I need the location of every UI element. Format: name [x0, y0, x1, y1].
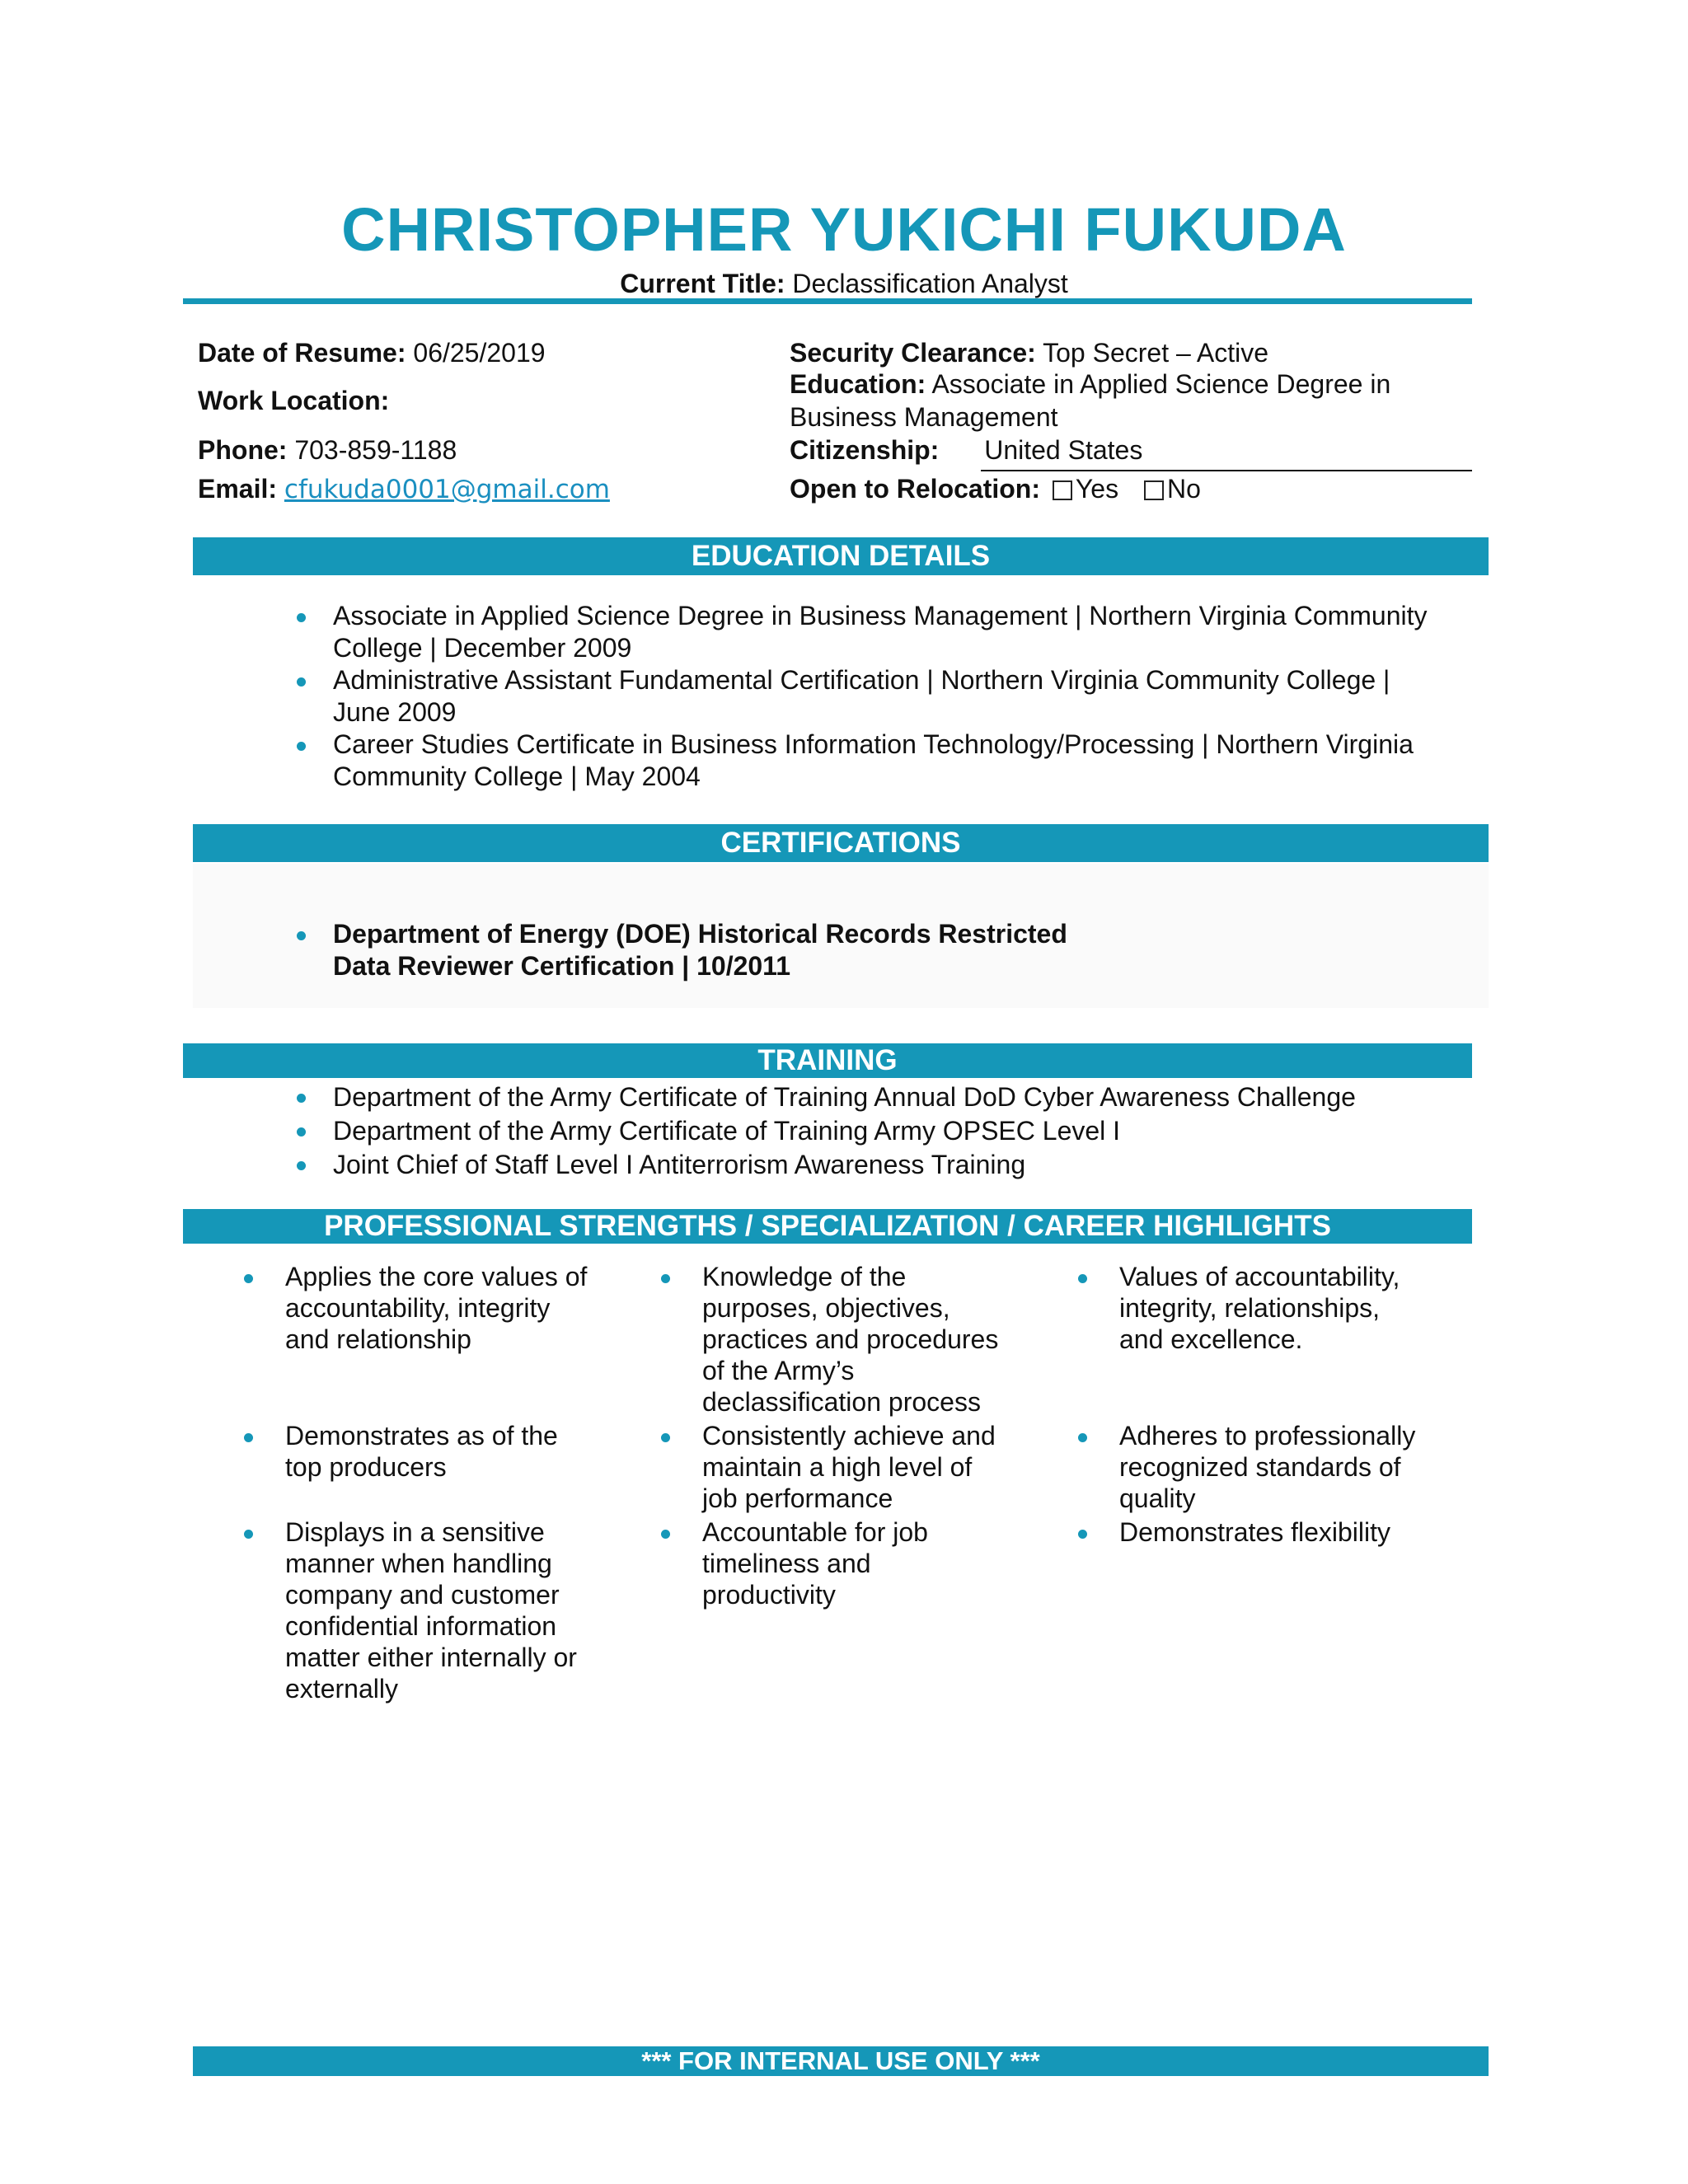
list-item	[1070, 1261, 1449, 1420]
training-heading: TRAINING	[183, 1043, 1472, 1078]
current-title-label: Current Title:	[620, 269, 785, 298]
education-item-line: Administrative Assistant Fundamental Certification | Northern Virginia Community College |	[333, 665, 1390, 695]
education-item-line: June 2009	[333, 697, 457, 727]
list-item: Department of the Army Certificate of Training Army OPSEC Level I	[231, 1114, 1517, 1148]
strength-line: job performance	[702, 1483, 893, 1513]
strength-line: integrity, relationships,	[1119, 1293, 1380, 1323]
strength-line: Displays in a sensitive	[285, 1517, 545, 1547]
date-label: Date of Resume:	[198, 338, 406, 368]
education-heading: EDUCATION DETAILS	[193, 537, 1489, 575]
security-clearance	[790, 336, 1268, 369]
list-item: Department of the Army Certificate of Training Annual DoD Cyber Awareness Challenge	[231, 1080, 1517, 1114]
strengths-column-2	[653, 1261, 1032, 1610]
education-item-line: Community College | May 2004	[333, 762, 701, 791]
relocation-label: Open to Relocation:	[790, 474, 1040, 504]
strength-line: recognized standards of	[1119, 1452, 1401, 1482]
education-summary	[790, 368, 1482, 434]
list-item	[236, 1516, 615, 1704]
phone	[198, 434, 457, 466]
list-item	[231, 664, 1517, 729]
strength-line: timeliness and	[702, 1549, 871, 1578]
relocation-no-checkbox[interactable]	[1144, 480, 1164, 500]
list-item	[236, 1420, 615, 1516]
strength-line: and relationship	[285, 1324, 471, 1354]
strength-line: practices and procedures	[702, 1324, 999, 1354]
certification-item-line: Data Reviewer Certification | 10/2011	[333, 951, 790, 981]
list-item	[231, 918, 1467, 982]
list-item	[653, 1420, 1032, 1516]
list-item	[1070, 1420, 1449, 1516]
strength-line: Adheres to professionally	[1119, 1421, 1416, 1451]
education-item-line: Career Studies Certificate in Business Information Technology/Processing | Northern Virginia	[333, 729, 1414, 759]
list-item	[231, 600, 1517, 664]
strength-line: matter either internally or	[285, 1643, 577, 1672]
strength-line: company and customer	[285, 1580, 560, 1610]
strength-line: of the Army’s	[702, 1356, 855, 1385]
strength-line: productivity	[702, 1580, 836, 1610]
list-item: Joint Chief of Staff Level I Antiterrorism Awareness Training	[231, 1148, 1517, 1182]
strength-line: Demonstrates flexibility	[1119, 1517, 1390, 1547]
list-item	[231, 729, 1517, 793]
list-item	[236, 1261, 615, 1420]
clearance-label: Security Clearance:	[790, 338, 1036, 368]
open-to-relocation	[790, 472, 1201, 505]
strength-line: Knowledge of the	[702, 1262, 907, 1291]
strength-line: and excellence.	[1119, 1324, 1303, 1354]
citizenship-value: United States	[984, 435, 1143, 465]
clearance-value: Top Secret – Active	[1043, 338, 1269, 368]
list-item	[653, 1516, 1032, 1610]
strength-line: accountability, integrity	[285, 1293, 551, 1323]
strength-line: top producers	[285, 1452, 447, 1482]
footer-banner: *** FOR INTERNAL USE ONLY ***	[193, 2046, 1489, 2076]
header-rule	[183, 298, 1472, 304]
education-label: Education:	[790, 369, 926, 399]
strengths-column-1	[236, 1261, 615, 1704]
relocation-yes-label: Yes	[1075, 474, 1119, 504]
work-location	[198, 384, 389, 417]
strength-line: Demonstrates as of the	[285, 1421, 558, 1451]
strength-line: quality	[1119, 1483, 1196, 1513]
phone-value: 703-859-1188	[294, 435, 457, 465]
current-title-value: Declassification Analyst	[792, 269, 1068, 298]
email	[198, 472, 610, 506]
phone-label: Phone:	[198, 435, 288, 465]
education-item-line: Associate in Applied Science Degree in Business Management | Northern Virginia Community	[333, 601, 1428, 630]
list-item	[1070, 1516, 1449, 1548]
strengths-column-3	[1070, 1261, 1449, 1548]
strength-line: purposes, objectives,	[702, 1293, 950, 1323]
citizenship-underline	[981, 470, 1472, 471]
work-location-label: Work Location:	[198, 386, 390, 415]
email-link[interactable]: cfukuda0001@gmail.com	[284, 475, 610, 504]
relocation-yes-checkbox[interactable]	[1053, 480, 1072, 500]
candidate-name: CHRISTOPHER YUKICHI FUKUDA	[341, 195, 1347, 264]
strength-line: Accountable for job	[702, 1517, 928, 1547]
education-item-line: College | December 2009	[333, 633, 632, 663]
education-value-line2: Business Management	[790, 402, 1058, 432]
strength-line: Applies the core values of	[285, 1262, 588, 1291]
certifications-list	[231, 918, 1467, 982]
strength-line: declassification process	[702, 1387, 981, 1417]
education-list	[231, 600, 1517, 793]
certifications-heading: CERTIFICATIONS	[193, 824, 1489, 862]
current-title	[0, 269, 1688, 299]
strength-line: Values of accountability,	[1119, 1262, 1400, 1291]
certification-item-line: Department of Energy (DOE) Historical Records Restricted	[333, 919, 1067, 949]
date-of-resume	[198, 336, 546, 369]
education-value-line1: Associate in Applied Science Degree in	[931, 369, 1391, 399]
strengths-heading: PROFESSIONAL STRENGTHS / SPECIALIZATION / CAREER HIGHLIGHTS	[183, 1209, 1472, 1244]
strength-line: Consistently achieve and	[702, 1421, 996, 1451]
email-label: Email:	[198, 474, 278, 504]
citizenship-label: Citizenship:	[790, 435, 940, 465]
relocation-no-label: No	[1166, 474, 1201, 504]
strength-line: manner when handling	[285, 1549, 552, 1578]
date-value: 06/25/2019	[413, 338, 546, 368]
strength-line: externally	[285, 1674, 398, 1704]
training-list	[231, 1080, 1517, 1182]
strength-line: maintain a high level of	[702, 1452, 973, 1482]
list-item	[653, 1261, 1032, 1420]
strength-line: confidential information	[285, 1611, 557, 1641]
citizenship	[790, 434, 1142, 466]
